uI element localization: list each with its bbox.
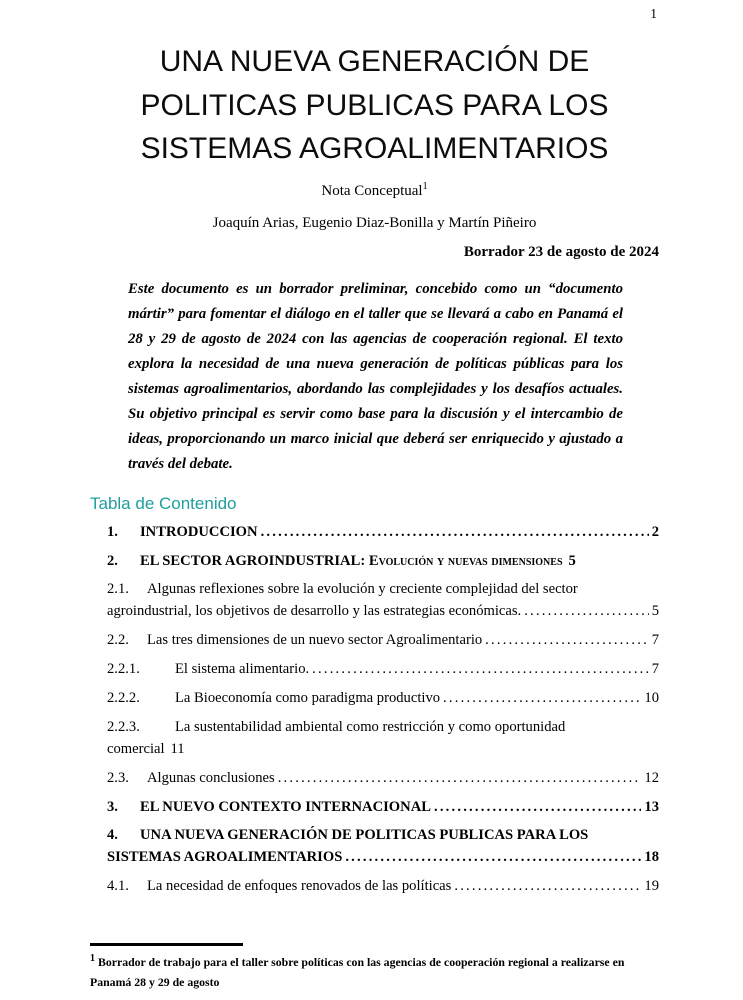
toc-entry-lastline: [107, 601, 659, 623]
toc-leader-dots: [345, 847, 641, 869]
subtitle-text: Nota Conceptual: [321, 182, 423, 199]
toc-entry[interactable]: [107, 659, 659, 681]
toc-entry-number: 3.: [107, 798, 118, 815]
toc-entry-lastline: [107, 688, 659, 710]
toc-leader-dots: [443, 688, 641, 710]
toc-entry-text: UNA NUEVA GENERACIÓN DE POLITICAS PUBLICAS PARA LOS: [140, 827, 589, 844]
draft-date: Borrador 23 de agosto de 2024: [463, 243, 659, 260]
footnote-ref: 1: [90, 953, 95, 965]
abstract-paragraph: Este documento es un borrador preliminar, concebido como un “documento mártir” para fomentar el diálogo en el taller que se llevará a cabo en Panamá el 28 y 29 de agosto de 2024 con las agencias de cooperación regional. El texto explora la necesidad de una nueva generación de políticas públicas para los sistemas agroalimentarios, abordando las complejidades y los desafíos actuales. Su objetivo principal es servir como base para la discusión y el intercambio de ideas, proporcionando un marco inicial que deberá ser enriquecido y ajustado a través del debate.: [128, 280, 623, 473]
toc-entry[interactable]: [107, 522, 659, 544]
toc-entry-text: SISTEMAS AGROALIMENTARIOS: [107, 849, 343, 866]
toc-entry-number: 1.: [107, 523, 118, 540]
footnote-area: [90, 943, 659, 992]
title-line-1: UNA NUEVA GENERACIÓN DE: [159, 45, 590, 78]
toc-entry-text-main: INTRODUCCION: [140, 523, 258, 540]
footnote: [90, 951, 659, 992]
title-line-2: POLITICAS PUBLICAS PARA LOS: [140, 88, 609, 122]
toc-entry-number: 4.1.: [107, 878, 129, 895]
footnote-separator: [90, 943, 243, 946]
toc-leader-dots: [312, 659, 649, 681]
toc-entry-page: 7: [651, 661, 659, 678]
toc-entry-text: agroindustrial, los objetivos de desarrollo y las estrategias económicas.: [107, 603, 522, 620]
toc-entry[interactable]: [107, 768, 659, 790]
toc-entry-lastline: [107, 847, 659, 869]
toc-leader-dots: [261, 522, 649, 544]
toc-entry[interactable]: [107, 551, 659, 573]
toc-entry-text: La sustentabilidad ambiental como restricción y como oportunidad: [175, 718, 566, 735]
toc-entry-text: [107, 768, 275, 790]
toc-entry-text: [107, 522, 258, 544]
toc-entry-number: 2.1.: [107, 581, 129, 598]
toc-entry-page: 13: [644, 798, 659, 815]
toc-entry[interactable]: [107, 797, 659, 819]
toc-entry-page: 10: [644, 689, 659, 706]
toc-entry[interactable]: [107, 688, 659, 710]
toc-entry-text-main: EL NUEVO CONTEXTO INTERNACIONAL: [140, 798, 431, 815]
toc-entry[interactable]: [107, 630, 659, 652]
authors-line: Joaquín Arias, Eugenio Diaz-Bonilla y Martín Piñeiro: [212, 214, 537, 231]
toc-entry-text-main: Algunas conclusiones: [147, 769, 275, 786]
toc-entry-lastline: [107, 739, 659, 761]
toc-entry-text: [107, 659, 309, 681]
toc-entry-lastline: [107, 522, 659, 544]
toc-heading: Tabla de Contenido: [90, 493, 237, 513]
toc-entry-lastline: [107, 768, 659, 790]
toc-leader-dots: [454, 876, 641, 898]
toc-entry-lastline: [107, 797, 659, 819]
toc-entry-text: [107, 630, 482, 652]
footnote-text: Borrador de trabajo para el taller sobre políticas con las agencias de cooperación regional a realizarse en Panamá 28 y 29 de agosto: [90, 955, 625, 989]
toc-entry-page: 5: [568, 552, 576, 569]
toc-entry-lastline: [107, 659, 659, 681]
toc-entry-text-main: Las tres dimensiones de un nuevo sector Agroalimentario: [147, 632, 483, 649]
toc-entry[interactable]: [107, 825, 659, 869]
toc-entry-text-main: La necesidad de enfoques renovados de las políticas: [147, 878, 452, 895]
toc-entry-number: 2.2.: [107, 632, 129, 649]
toc-entry-line: [107, 579, 659, 601]
toc-entry-lastline: [107, 630, 659, 652]
page-number: 1: [650, 6, 657, 21]
title-line-3: SISTEMAS AGROALIMENTARIOS: [140, 132, 609, 165]
toc-leader-dots: [434, 797, 641, 819]
toc-entry-lastline: [107, 551, 659, 573]
toc-entry-text: [107, 688, 440, 710]
toc-entry-text-main: La Bioeconomía como paradigma productivo: [175, 689, 441, 706]
toc-entry-number: 2.2.2.: [107, 689, 140, 706]
toc-entry-text-smallcaps: Evolución y nuevas dimensiones: [368, 552, 563, 569]
toc-entry[interactable]: [107, 717, 659, 761]
toc-leader-dots: [524, 601, 649, 623]
toc-entry[interactable]: [107, 579, 659, 623]
toc-entry-text: comercial 11: [107, 740, 185, 757]
toc-entry-text: [107, 876, 451, 898]
toc-entry-number: 2.2.1.: [107, 661, 140, 678]
toc-entry[interactable]: [107, 876, 659, 898]
toc-entry-line: [107, 825, 659, 847]
toc-entry-page: 18: [644, 849, 659, 866]
toc-entry-text: [107, 797, 431, 819]
footnote-reference-marker: 1: [422, 180, 428, 192]
toc-entry-text: [107, 551, 576, 573]
toc-leader-dots: [278, 768, 642, 790]
toc-entry-text-main: EL SECTOR AGROINDUSTRIAL:: [140, 552, 369, 569]
toc-entry-number: 2.: [107, 552, 118, 569]
toc-entry-text: Algunas reflexiones sobre la evolución y creciente complejidad del sector: [147, 581, 578, 598]
toc-entry-lastline: [107, 876, 659, 898]
toc-entry-number: 4.: [107, 827, 118, 844]
toc-entry-text-main: El sistema alimentario.: [175, 661, 310, 678]
toc-entry-page: 12: [644, 769, 659, 786]
toc-entry-page: 7: [651, 632, 659, 649]
document-title: [90, 40, 659, 171]
toc-list: [90, 522, 659, 898]
toc-leader-dots: [485, 630, 649, 652]
toc-entry-line: [107, 717, 659, 739]
toc-entry-page: 19: [644, 878, 659, 895]
toc-entry-page: 5: [651, 603, 659, 620]
toc-entry-page: 2: [651, 523, 659, 540]
toc-entry-number: 2.2.3.: [107, 718, 140, 735]
toc-entry-page: 11: [170, 740, 185, 757]
subtitle: [90, 181, 659, 200]
toc-entry-number: 2.3.: [107, 769, 129, 786]
